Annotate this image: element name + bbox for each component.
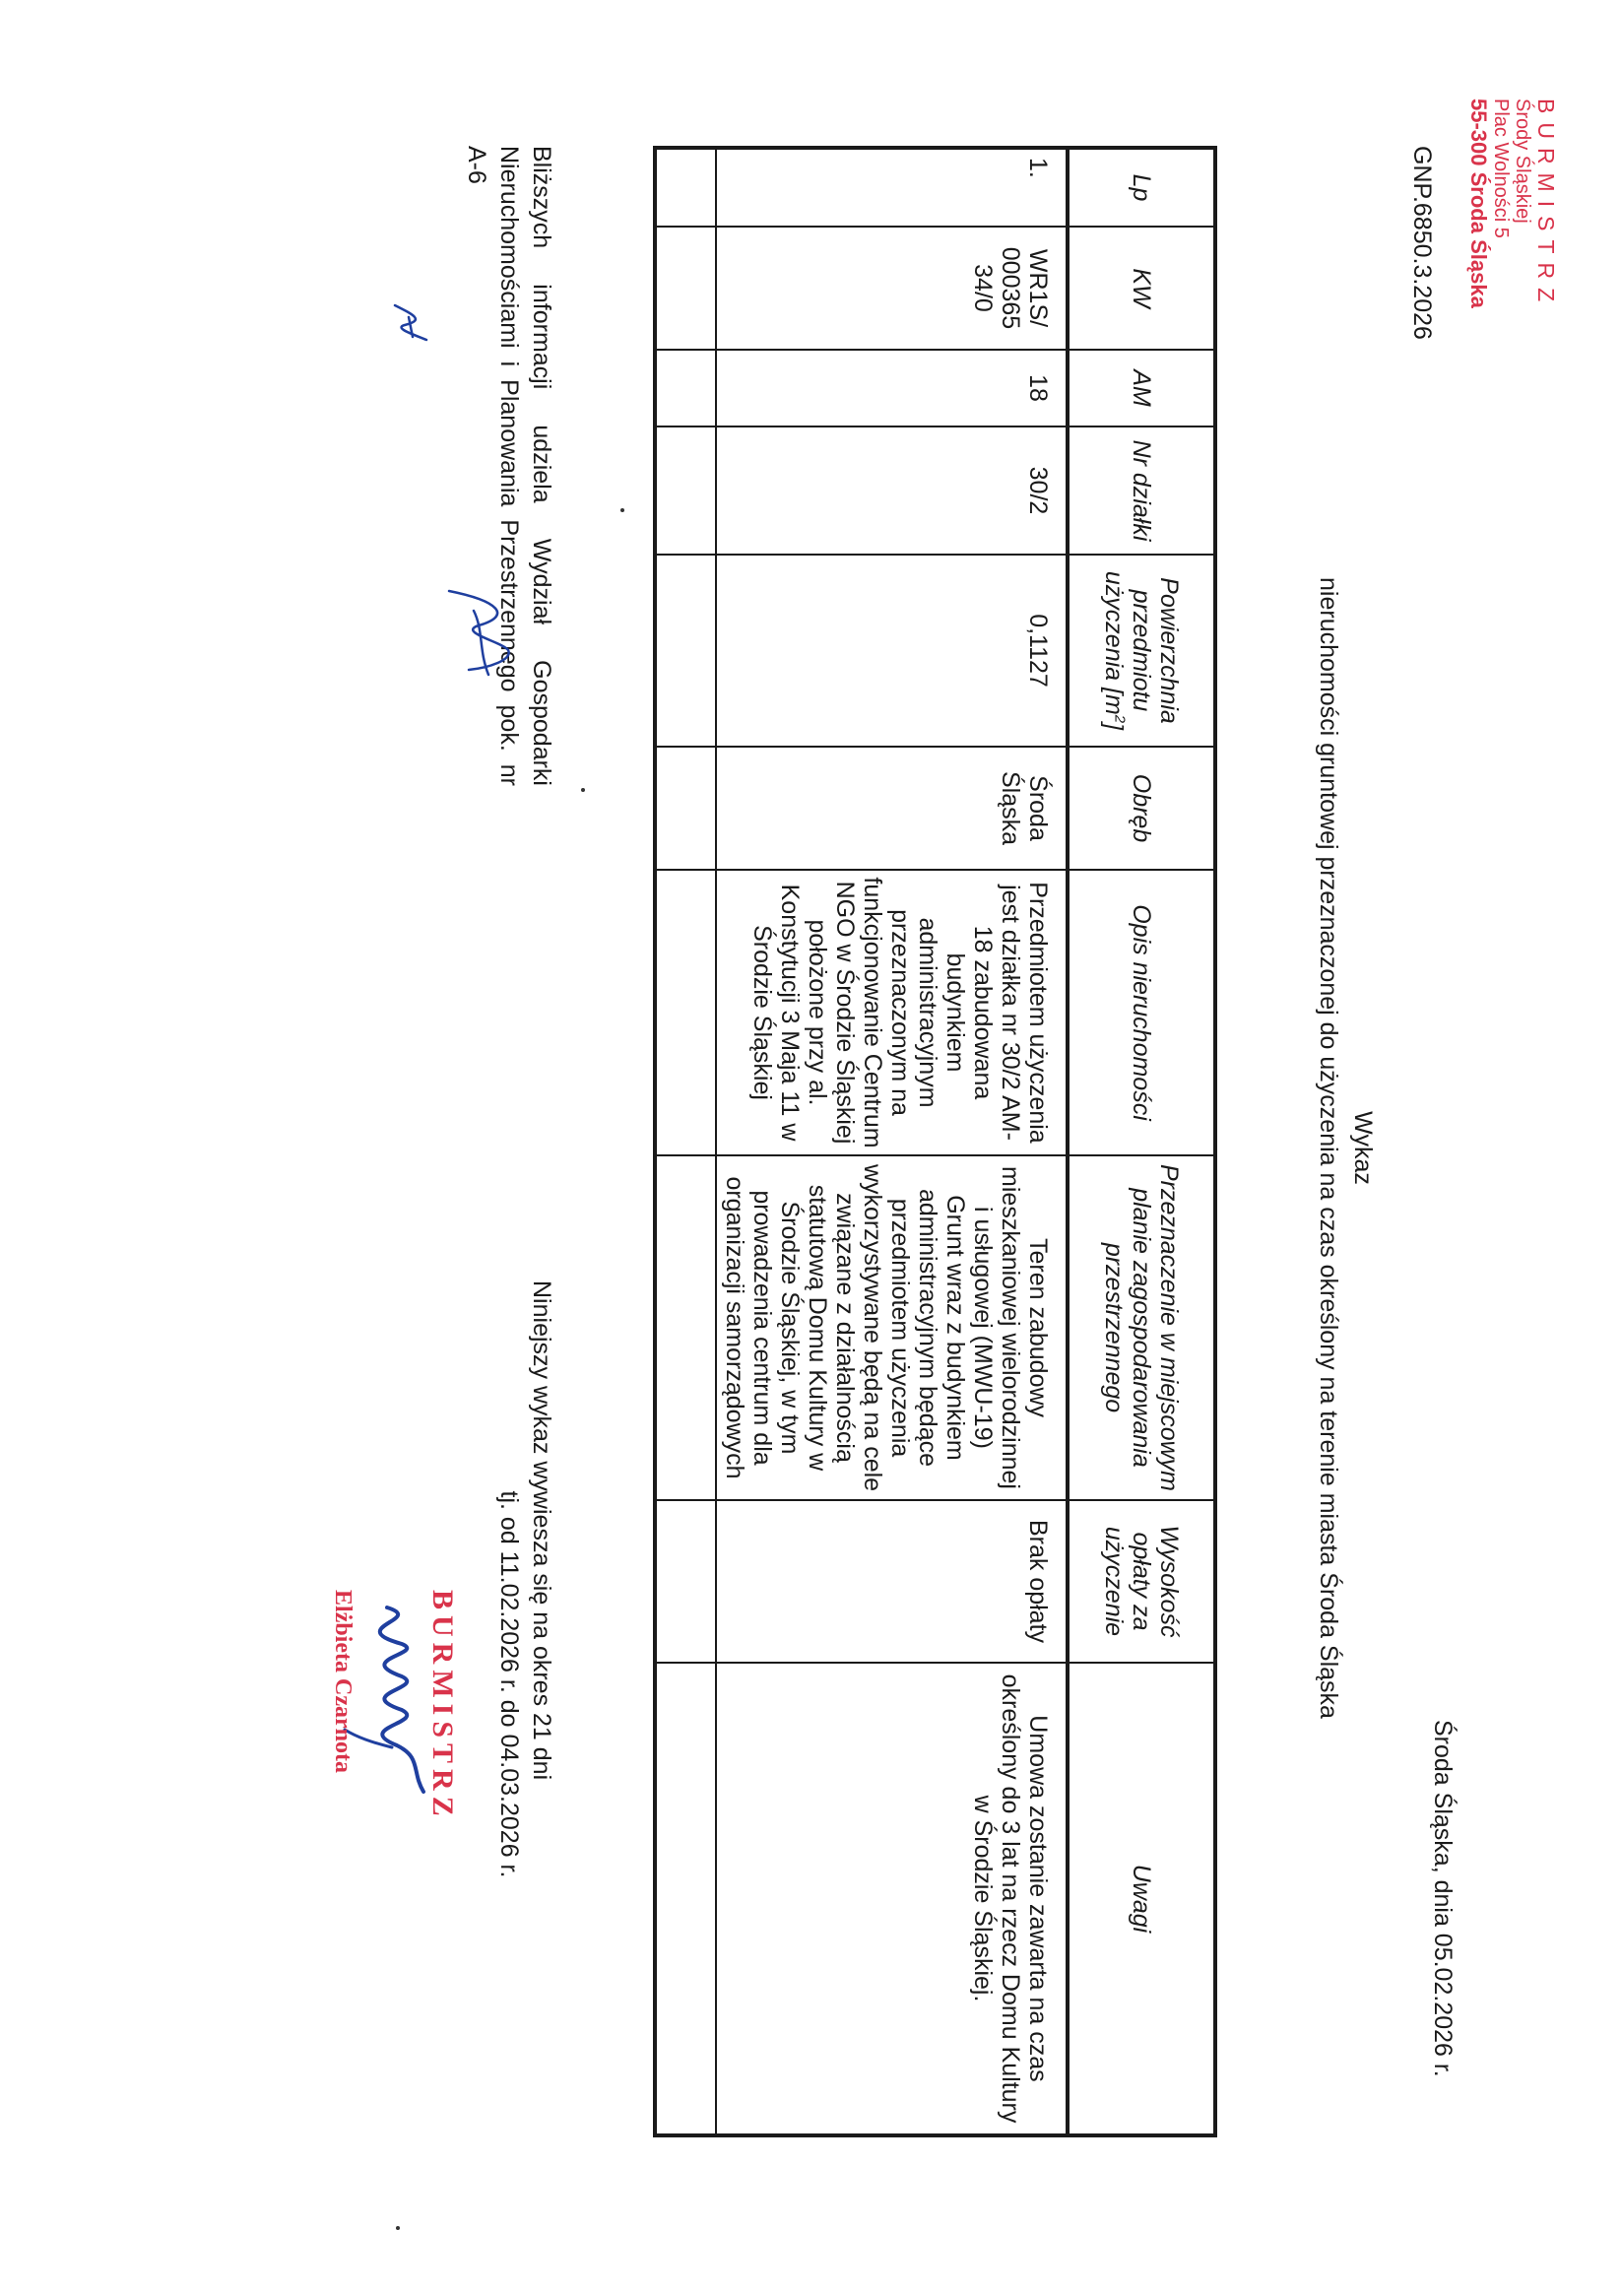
stamp-line: Plac Wolności 5 — [1489, 98, 1512, 238]
header-oplata: Wysokość opłaty za użyczenie — [1068, 1500, 1215, 1663]
header-kw: KW — [1068, 227, 1215, 350]
header-uwagi: Uwagi — [1068, 1663, 1215, 2135]
table-header-row — [1068, 148, 1215, 2135]
stamp-line: BURMISTRZ — [1533, 98, 1559, 311]
header-powierzchnia — [1068, 555, 1215, 747]
table-row — [716, 148, 1068, 2135]
cell-nr-dzialki: 30/2 — [716, 426, 1068, 555]
empty-cell — [655, 870, 716, 1155]
stamp-line: 55-300 Środa Śląska — [1465, 98, 1491, 308]
mark-dot — [396, 2226, 400, 2230]
case-number: GNP.6850.3.2026 — [1408, 146, 1436, 340]
header-am: AM — [1068, 350, 1215, 426]
cell-przeznaczenie — [716, 1155, 1068, 1500]
notice-text: Niniejszy wykaz wywiesza się na okres 21 dni — [528, 1280, 555, 1781]
header-powierzchnia-sup: 2 — [1111, 714, 1129, 724]
notice-block — [493, 1280, 557, 2088]
mark-dot — [620, 508, 624, 512]
table-row-empty — [655, 148, 716, 2135]
empty-cell — [655, 1500, 716, 1663]
header-obreb: Obręb — [1068, 747, 1215, 870]
empty-cell — [655, 426, 716, 555]
empty-cell — [655, 227, 716, 350]
empty-cell — [655, 1155, 716, 1500]
cell-oplata: Brak opłaty — [716, 1500, 1068, 1663]
header-nr-dzialki: Nr działki — [1068, 426, 1215, 555]
office-stamp — [1466, 98, 1558, 310]
mayor-name: Elżbieta Czarnota — [330, 1590, 356, 1773]
info-text: Bliższych informacji udziela Wydział Gospodarki Nieruchomościami i Planowania Przestrzennego pok. nr A-6 — [463, 146, 555, 786]
empty-cell — [655, 555, 716, 747]
mayor-signature-block — [330, 1590, 459, 1944]
header-lp: Lp — [1068, 148, 1215, 227]
cell-opis: Przedmiotem użyczenia jest działka nr 30/2 AM-18 zabudowana budynkiem administracyjnym przeznaczonym na funkcjonowanie Centrum NGO w Środzie Śląskiej położone przy al. Konstytucji 3 Maja 11 w Środzie Śląskiej — [716, 870, 1068, 1155]
empty-cell — [655, 747, 716, 870]
cell-powierzchnia: 0,1127 — [716, 555, 1068, 747]
cell-uwagi: Umowa zostanie zawarta na czas określony do 3 lat na rzecz Domu Kultury w Środzie Śląskiej. — [716, 1663, 1068, 2135]
cell-lp: 1. — [716, 148, 1068, 227]
mark-dot — [581, 788, 585, 792]
cell-am: 18 — [716, 350, 1068, 426]
header-opis: Opis nieruchomości — [1068, 870, 1215, 1155]
header-powierzchnia-close: ] — [1100, 723, 1128, 731]
header-przeznaczenie: Przeznaczenie w miejscowym planie zagospodarowania przestrzennego — [1068, 1155, 1215, 1500]
cell-przeznaczenie-use: Grunt wraz z budynkiem administracyjnym będące przedmiotem użyczenia wykorzystywane będą na cele związane z działalnością statutową Domu Kultury w Środzie Śląskiej, w tym prowadzenia centrum dla organizacji samorządowych — [721, 1163, 969, 1492]
validity-period: tj. od 11.02.2026 r. do 04.03.2026 r. — [495, 1490, 524, 1878]
cell-obreb: Środa Śląska — [716, 747, 1068, 870]
property-table — [653, 146, 1217, 2137]
stamp-line: Środy Śląskiej — [1511, 98, 1533, 224]
cell-przeznaczenie-plan: Teren zabudowy mieszkaniowej wielorodzinnej i usługowej (MWU-19) — [969, 1166, 1052, 1489]
header-powierzchnia-text: Powierzchnia przedmiotu użyczenia [m — [1100, 570, 1183, 724]
date-line: Środa Śląska, dnia 05.02.2026 r. — [1429, 1720, 1457, 2077]
mayor-title: BURMISTRZ — [426, 1590, 459, 1822]
cell-kw: WR1S/ 000365 34/0 — [716, 227, 1068, 350]
mayor-signature-icon — [343, 1600, 431, 1797]
clerk-signature-icon — [439, 581, 518, 680]
empty-cell — [655, 350, 716, 426]
document-title: Wykaz — [1349, 1111, 1377, 1185]
paraph-icon — [385, 295, 434, 355]
document-subtitle: nieruchomości gruntowej przeznaczonej do użyczenia na czas określony na terenie miasta Środa Śląska — [1315, 577, 1342, 1719]
empty-cell — [655, 1663, 716, 2135]
empty-cell — [655, 148, 716, 227]
